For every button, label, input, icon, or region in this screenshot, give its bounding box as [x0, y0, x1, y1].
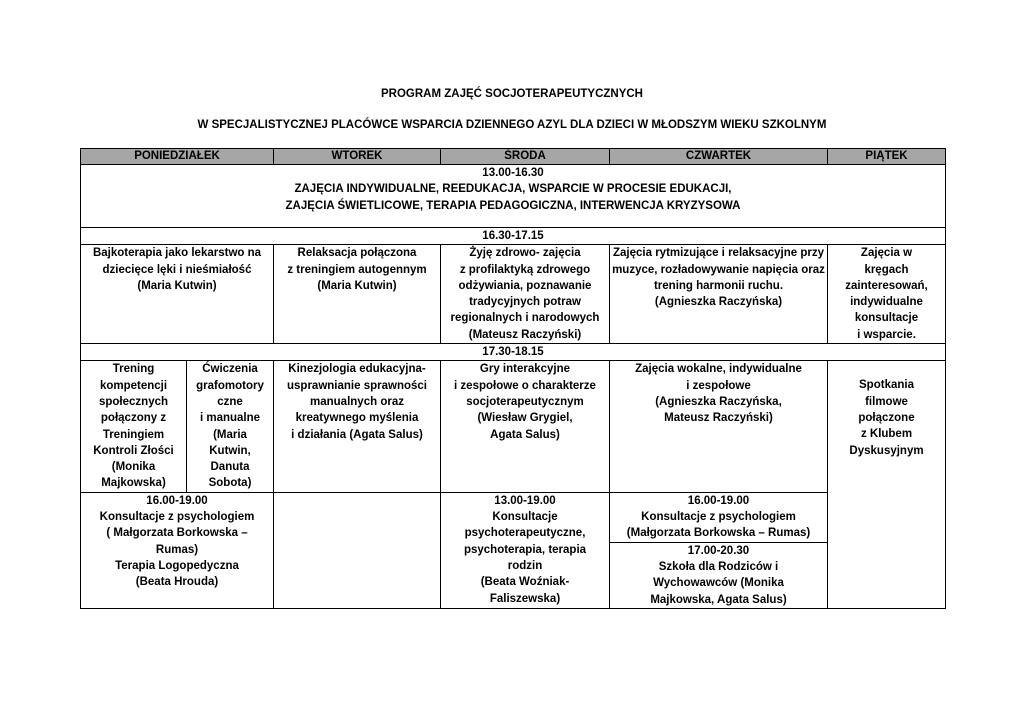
cell-line: społecznych [98, 395, 169, 408]
day-header-friday: PIĄTEK [828, 149, 946, 165]
cell-line: Kinezjologia edukacyjna- [288, 363, 426, 376]
block4-thursday-a [610, 492, 828, 542]
cell-line: i zespołowe [686, 379, 751, 392]
cell-line: (Mateusz Raczyński) [468, 328, 582, 341]
cell-line: ( Małgorzata Borkowska – [106, 527, 248, 540]
cell-line: z treningiem autogennym [287, 263, 427, 276]
cell-line: manualnych oraz [310, 395, 404, 408]
cell-line: (Maria Kutwin) [137, 279, 217, 292]
cell-line: (Maria Kutwin) [317, 279, 397, 292]
cell-line: konsultacje [854, 312, 919, 325]
cell-line: Kutwin, [209, 444, 251, 457]
cell-line: 16.00-19.00 [146, 494, 208, 507]
block4-tuesday [274, 492, 441, 608]
cell-line: Ćwiczenia [202, 363, 258, 376]
cell-line: Zajęcia w [860, 247, 913, 260]
cell-line: Zajęcia rytmizujące i relaksacyjne przy [613, 247, 824, 260]
cell-line: kompetencji [99, 379, 168, 392]
block2-tuesday [274, 245, 441, 344]
block4-wednesday [441, 492, 610, 608]
cell-line: Dyskusyjnym [849, 444, 924, 457]
cell-line: kręgach [864, 263, 909, 276]
cell-line: Konsultacje [492, 511, 558, 524]
cell-line: (Wiesław Grygiel, [477, 412, 573, 425]
cell-line: Danuta [210, 461, 250, 474]
cell-line: z profilaktyką zdrowego [459, 263, 591, 276]
cell-line: 16.00-19.00 [687, 494, 750, 507]
cell-line: Szkoła dla Rodziców i [658, 560, 779, 573]
block4-thursday-b [610, 542, 828, 608]
day-header-wednesday: ŚRODA [441, 149, 610, 165]
cell-line: Treningiem [102, 428, 165, 441]
block1-line2: ZAJĘCIA ŚWIETLICOWE, TERAPIA PEDAGOGICZNA, INTERWENCJA KRYZYSOWA [285, 199, 741, 212]
cell-line: Majkowska) [101, 477, 166, 490]
block2-monday [81, 245, 274, 344]
schedule-table [80, 148, 946, 609]
cell-line: Bajkoterapia jako lekarstwo na [92, 247, 262, 260]
block3-friday [828, 361, 946, 608]
cell-line: indywidualne [850, 296, 923, 309]
cell-line: psychoterapia, terapia [463, 543, 587, 556]
block4-monday [81, 492, 274, 608]
cell-line: (Maria [213, 428, 247, 441]
block3-time: 17.30-18.15 [81, 344, 946, 361]
block2-thursday [610, 245, 828, 344]
cell-line: zainteresowań, [845, 279, 928, 292]
cell-line: Spotkania [859, 379, 914, 392]
cell-line: z Klubem [860, 428, 913, 441]
cell-line: Rumas) [155, 543, 199, 556]
cell-line: Kontroli Złości [93, 444, 174, 457]
document-subtitle: W SPECJALISTYCZNEJ PLACÓWCE WSPARCIA DZIENNEGO AZYL DLA DZIECI W MŁODSZYM WIEKU SZKOLNYM [197, 119, 827, 131]
cell-line: Konsultacje z psychologiem [99, 511, 255, 524]
block3-time-row [81, 344, 946, 361]
cell-line: socjoterapeutycznym [466, 395, 584, 408]
cell-line: dziecięce lęki i nieśmiałość [102, 263, 252, 276]
cell-line: kreatywnego myślenia [295, 412, 419, 425]
cell-line: Żyję zdrowo- zajęcia [469, 247, 581, 260]
block1-line1: ZAJĘCIA INDYWIDUALNE, REEDUKACJA, WSPARCIE W PROCESIE EDUKACJI, [294, 183, 732, 196]
block3-wednesday [441, 361, 610, 492]
cell-line: Agata Salus) [490, 428, 560, 441]
cell-line: Terapia Logopedyczna [115, 559, 239, 572]
block4-row [81, 492, 946, 542]
cell-line: usprawnianie sprawności [287, 379, 427, 392]
block1-time: 13.00-16.30 [482, 167, 544, 179]
cell-line: i manualne [199, 412, 261, 425]
cell-line: Faliszewska) [489, 592, 561, 605]
cell-line: i zespołowe o charakterze [454, 379, 596, 392]
cell-line: (Małgorzata Borkowska – Rumas) [626, 527, 811, 540]
day-header-thursday: CZWARTEK [610, 149, 828, 165]
cell-line: (Beata Woźniak- [480, 576, 570, 589]
cell-line: Gry interakcyjne [479, 363, 571, 376]
cell-line: psychoterapeutyczne, [464, 527, 586, 540]
cell-line: trening harmonii ruchu. [653, 279, 784, 292]
cell-line: (Agnieszka Raczyńska) [654, 296, 783, 309]
block3-tuesday [274, 361, 441, 492]
block2-time-row [81, 228, 946, 245]
cell-line: Sobota) [208, 477, 252, 490]
cell-line: Trening [112, 363, 155, 376]
block2-wednesday [441, 245, 610, 344]
cell-line: Konsultacje z psychologiem [641, 511, 796, 524]
cell-line: rodzin [507, 559, 543, 572]
cell-line: tradycyjnych potraw [469, 296, 581, 309]
cell-line: filmowe [865, 395, 908, 408]
block2-friday [828, 245, 946, 344]
cell-line: (Agnieszka Raczyńska, [655, 395, 782, 408]
cell-line: Mateusz Raczyński) [664, 412, 773, 425]
cell-line: i wsparcie. [857, 328, 916, 341]
cell-line: 13.00-19.00 [494, 494, 556, 507]
block1-cell [81, 165, 946, 228]
day-header-tuesday: WTOREK [274, 149, 441, 165]
cell-line: odżywiania, poznawanie [458, 279, 592, 292]
block3-row [81, 361, 946, 492]
cell-line: (Monika [111, 461, 156, 474]
block3-monday-b [187, 361, 274, 492]
day-header-row [81, 149, 946, 165]
cell-line: Zajęcia wokalne, indywidualne [635, 363, 802, 376]
cell-line: połączone [858, 411, 915, 424]
block2-row [81, 245, 946, 344]
block3-thursday [610, 361, 828, 492]
cell-line: regionalnych i narodowych [450, 312, 600, 325]
cell-line: Relaksacja połączona [297, 247, 417, 260]
block3-monday-a [81, 361, 187, 492]
document-title: PROGRAM ZAJĘĆ SOCJOTERAPEUTYCZNYCH [381, 88, 643, 100]
cell-line: połączony z [100, 412, 167, 425]
cell-line: muzyce, rozładowywanie napięcia oraz [612, 263, 825, 276]
cell-line: (Beata Hrouda) [135, 576, 219, 589]
cell-line: Wychowawców (Monika [653, 577, 784, 590]
cell-line: czne [217, 395, 243, 408]
cell-line: Majkowska, Agata Salus) [650, 593, 787, 606]
cell-line: i działania (Agata Salus) [291, 428, 423, 441]
block1-row [81, 165, 946, 228]
cell-line: grafomotory [196, 379, 264, 392]
block2-time: 16.30-17.15 [81, 228, 946, 245]
cell-line: 17.00-20.30 [687, 544, 750, 557]
day-header-monday: PONIEDZIAŁEK [81, 149, 274, 165]
